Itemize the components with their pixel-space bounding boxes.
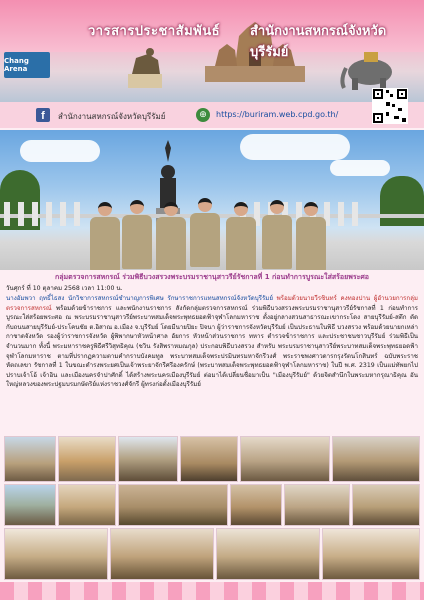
facebook-link[interactable]: สำนักงานสหกรณ์จังหวัดบุรีรัมย์ [58, 112, 166, 121]
event-photo [180, 436, 238, 482]
person [90, 202, 120, 270]
event-photo [4, 528, 108, 580]
cloud [330, 160, 390, 176]
banner-title-right: สำนักงานสหกรณ์จังหวัดบุรีรัมย์ [250, 24, 387, 60]
article-text-segment: ณ พระบรมราชานุสาวรีย์พระบาทสมเด็จพระพุทธยอดฟ้าจุฬาโลกมหาราช ตั้งอยู่กลางสวนสาธารณะเขากระโดง [61, 314, 361, 322]
article-text-segment: สายบุรีรัมย์-สตึก ตัดกับถนนสายบุรีรัมย์-ประโคนชัย ต.อิสาณ อ.เมือง จ.บุรีรัมย์ โดยมีนายปิยะ ปิจนา ผู้ว่าราชการจังหวัดบุรีรัมย์ [6, 314, 418, 331]
event-photo [240, 436, 330, 482]
person [156, 202, 186, 270]
footer-decoration [0, 582, 424, 600]
cloud [240, 134, 350, 160]
article-text-segment: นางอัมพวา ฤทธิ์ไธสง นักวิชาการสหกรณ์ชำนาญการพิเศษ รักษาราชการแทนสหกรณ์จังหวัดบุรีรัมย์ [6, 295, 273, 302]
article-text-segment: ร่วมพิธีเป็นจำนวนมาก ทั้งนี้ พระมหาราชครูพิธีศรีวิสุทธิคุณ (ชวิน รังสิพราหมณกุล) ประกอบพิธีบวงสรวง สำหรับ พระบรมราชานุสาวรีย์พระบาทสมเด็จพระพุทธยอดฟ้าจุฬาโลกมหาราช ตามที่ปรากฏความตามคำกราบบังคมทูล พระบาทสมเด็จพระปรมินทรมหาจักรีวงศ์ พระราชพงศาวดารกรุงรัตนโกสินทร์ ฉบับพระราชหัตถเลขา [6, 333, 418, 370]
qr-code-image [372, 88, 408, 124]
event-photo [352, 484, 420, 526]
event-photo [58, 436, 116, 482]
event-photo [216, 528, 320, 580]
event-photo [332, 436, 420, 482]
person [262, 200, 292, 269]
person [226, 202, 256, 270]
article-text-segment: รัชกาลที่ 1 ในขณะดำรงพระยศเป็นเจ้าพระยาจักรีศรีองครักษ์ (พระบาทสมเด็จพระพุทธยอดฟ้าจุฬาโลกมหาราช) ในปี พ.ศ. 2319 เป็นแม่ทัพยกไปปราบเจ้าโอ้ เจ้าอิน และเมืองนครจำปาศักดิ์ ได้สร้างพระนครเมืองบุรีรัมย์ ต่อมาได้เปลี่ยนชื่อมาเป็น "เมืองบุรีรัมย์" ด้วยจิตสำนึกในพระมหากรุณาธิคุณ อันใหญ่หลวงของพระปฐมบรมกษัตริย์แห่งราชวงศ์จักรี ผู้ทรงก่อตั้งเมืองบุรีรัมย์ [6, 362, 418, 389]
person [122, 200, 152, 269]
globe-icon[interactable]: ⊕ [196, 108, 210, 122]
banner-title-left: วารสารประชาสัมพันธ์ [88, 24, 221, 39]
event-photo [118, 484, 228, 526]
article-headline: กลุ่มตรวจการสหกรณ์ ร่วมพิธีบวงสรวงพระบรมราชานุสาวรีย์รัชกาลที่ 1 ก่อนทำการบูรณะใส่สร้อยพระศอ [55, 273, 369, 281]
stadium-sign: Chang Arena [4, 52, 50, 78]
event-photo [118, 436, 178, 482]
horse-statue-image [118, 44, 172, 88]
cloud [20, 140, 100, 162]
article-text-segment: พร้อมด้วยนายวีรชินทร์ คงทองปาน ผู้อำนวยการกลุ่มตรวจการสหกรณ์ [6, 295, 418, 312]
person [190, 198, 220, 267]
event-photo [110, 528, 214, 580]
event-photo [4, 484, 56, 526]
article-dateline: วันศุกร์ ที่ 10 ตุลาคม 2568 เวลา 11:00 น. [6, 285, 123, 292]
website-link[interactable]: https://buriram.web.cpd.go.th/ [216, 110, 339, 119]
person [296, 202, 326, 270]
event-photo [58, 484, 116, 526]
facebook-icon[interactable]: f [36, 108, 50, 122]
article-body [6, 294, 418, 390]
article-text-segment: พร้อมด้วยข้าราชการ และพนักงานราชการ สังกัดกลุ่มตรวจการสหกรณ์ ร่วมพิธีบวงสรวงพระบรมราชานุสาวรีย์รัชกาลที่ 1 ก่อนทำการบูรณะใส่สร้อยพระศอ [6, 304, 418, 322]
article [6, 272, 418, 390]
event-photo [322, 528, 420, 580]
header-banner [0, 0, 424, 102]
event-photo [230, 484, 282, 526]
article-text-segment: เป็นประธานในพิธี บวงสรวง พร้อมด้วยนายกเหล่ากาชาดจังหวัด รองผู้ว่าราชการจังหวัด ผู้พิพากษาหัวหน้าศาล อัยการ หัวหน้าส่วนราชการ ทหาร ตำรวจข้าราชการ และประชาชนชาวบุรีรัมย์ [6, 323, 418, 341]
main-event-photo [0, 130, 424, 270]
event-photo [4, 436, 56, 482]
event-photo [284, 484, 350, 526]
